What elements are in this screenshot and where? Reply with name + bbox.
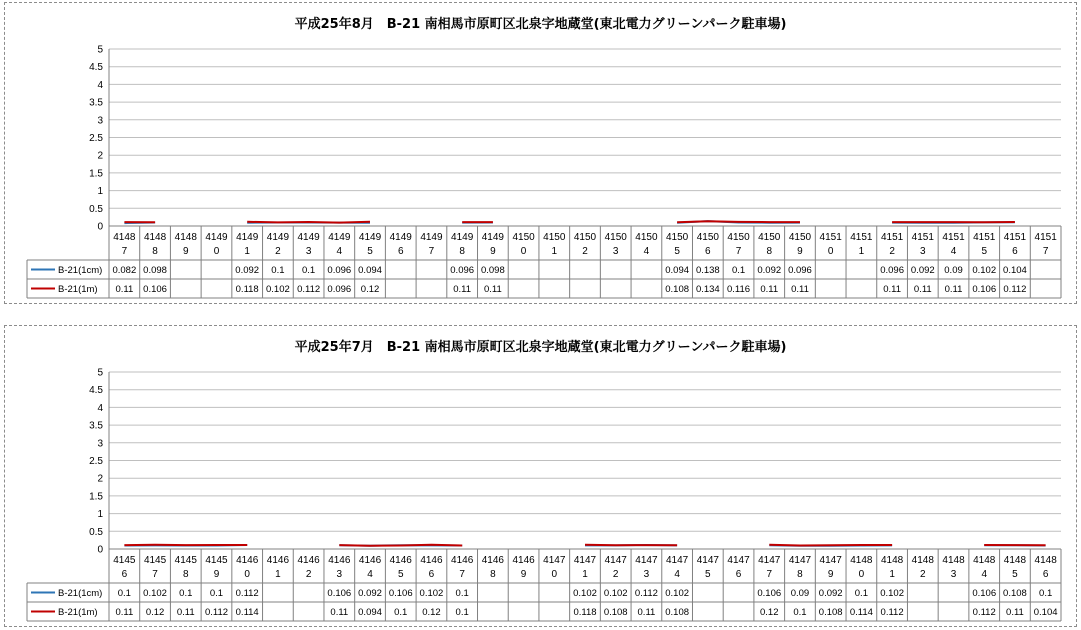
- x-tick-label: 1: [551, 246, 558, 257]
- data-label: 0.116: [727, 284, 751, 295]
- x-tick-label: 4148: [911, 555, 934, 566]
- x-tick-label: 4147: [696, 555, 719, 566]
- x-tick-label: 4147: [604, 555, 627, 566]
- data-label: 0.12: [422, 607, 441, 618]
- data-label: 0.1: [1039, 588, 1053, 599]
- y-tick-label: 4: [97, 79, 103, 91]
- x-tick-label: 4146: [266, 555, 290, 566]
- data-label: 0.102: [419, 588, 444, 599]
- data-label: 0.11: [883, 284, 901, 295]
- x-tick-label: 8: [766, 246, 773, 257]
- x-tick-label: 4148: [143, 232, 167, 243]
- data-label: 0.092: [910, 265, 935, 276]
- x-tick-label: 4151: [850, 232, 873, 243]
- chart-panel-august: [4, 2, 1077, 304]
- x-tick-label: 0: [551, 569, 558, 580]
- x-tick-label: 5: [674, 246, 680, 257]
- y-tick-label: 1: [97, 509, 103, 521]
- data-label: 0.082: [112, 265, 137, 276]
- x-tick-label: 4149: [266, 232, 290, 243]
- x-tick-label: 4148: [850, 555, 873, 566]
- x-tick-label: 1: [244, 246, 250, 257]
- x-tick-label: 4151: [819, 232, 842, 243]
- x-tick-label: 4148: [973, 555, 996, 566]
- x-tick-label: 4146: [481, 555, 504, 566]
- data-label: 0.112: [634, 588, 658, 599]
- data-label: 0.11: [637, 607, 656, 618]
- data-label: 0.1: [209, 588, 224, 599]
- x-tick-label: 4146: [328, 555, 351, 566]
- x-tick-label: 4147: [819, 555, 842, 566]
- data-label: 0.11: [330, 607, 349, 618]
- x-tick-label: 3: [643, 569, 650, 580]
- data-label: 0.1: [179, 588, 193, 599]
- x-tick-label: 2: [582, 246, 588, 257]
- data-label: 0.11: [1006, 607, 1024, 618]
- chart-panel-july: [4, 325, 1077, 627]
- x-tick-label: 4149: [420, 232, 443, 243]
- data-label: 0.106: [388, 588, 413, 599]
- x-tick-label: 8: [797, 569, 803, 580]
- data-label: 0.1: [793, 607, 807, 618]
- data-label: 0.092: [358, 588, 382, 599]
- x-tick-label: 4147: [758, 555, 781, 566]
- data-label: 0.102: [880, 588, 904, 599]
- data-label: 0.092: [757, 265, 782, 276]
- x-tick-label: 4150: [543, 232, 566, 243]
- x-tick-label: 4149: [328, 232, 351, 243]
- x-tick-label: 0: [520, 246, 527, 257]
- x-tick-label: 4148: [1034, 555, 1057, 566]
- x-tick-label: 4145: [205, 555, 228, 566]
- data-label: 0.096: [788, 265, 812, 276]
- y-tick-label: 3.5: [89, 420, 103, 432]
- x-tick-label: 4: [981, 569, 988, 580]
- data-label: 0.11: [115, 284, 134, 295]
- x-tick-label: 9: [797, 246, 803, 257]
- data-label: 0.108: [1003, 588, 1027, 599]
- x-tick-label: 7: [766, 569, 773, 580]
- x-tick-label: 4151: [880, 232, 904, 243]
- y-tick-label: 2.5: [89, 456, 103, 467]
- x-tick-label: 7: [459, 569, 465, 580]
- data-label: 0.102: [665, 588, 690, 599]
- data-label: 0.114: [849, 607, 873, 618]
- x-tick-label: 4149: [389, 232, 412, 243]
- x-tick-label: 4150: [635, 232, 658, 243]
- data-label: 0.11: [176, 607, 195, 618]
- x-tick-label: 4146: [389, 555, 412, 566]
- y-tick-label: 3: [97, 438, 103, 450]
- data-label: 0.09: [944, 265, 963, 276]
- x-tick-label: 4146: [512, 555, 535, 566]
- y-tick-label: 2.5: [89, 133, 103, 144]
- x-tick-label: 4150: [604, 232, 627, 243]
- data-label: 0.1: [302, 265, 316, 276]
- x-tick-label: 4145: [174, 555, 197, 566]
- y-tick-label: 5: [97, 44, 103, 56]
- data-label: 0.1: [394, 607, 408, 618]
- y-tick-label: 0.5: [89, 526, 103, 538]
- data-label: 0.108: [603, 607, 628, 618]
- data-label: 0.11: [944, 284, 963, 295]
- x-tick-label: 4147: [788, 555, 812, 566]
- data-label: 0.118: [235, 284, 259, 295]
- chart-plot-august: [5, 3, 1078, 305]
- x-tick-label: 4146: [358, 555, 382, 566]
- x-tick-label: 2: [920, 569, 926, 580]
- legend-label: B-21(1m): [58, 284, 98, 295]
- x-tick-label: 4: [643, 246, 650, 257]
- x-tick-label: 4151: [911, 232, 934, 243]
- y-tick-label: 3: [97, 115, 103, 127]
- x-tick-label: 6: [1042, 569, 1049, 580]
- x-tick-label: 9: [213, 569, 220, 580]
- y-tick-label: 0: [97, 544, 103, 556]
- x-tick-label: 2: [305, 569, 312, 580]
- data-label: 0.1: [731, 265, 746, 276]
- data-label: 0.096: [450, 265, 475, 276]
- data-label: 0.11: [791, 284, 809, 295]
- data-label: 0.134: [695, 284, 720, 295]
- x-tick-label: 1: [858, 246, 865, 257]
- series-line: [339, 545, 462, 546]
- x-tick-label: 4149: [205, 232, 228, 243]
- x-tick-label: 4149: [451, 232, 474, 243]
- x-tick-label: 4151: [942, 232, 965, 243]
- x-tick-label: 0: [213, 246, 220, 257]
- data-label: 0.11: [483, 284, 502, 295]
- x-tick-label: 2: [612, 569, 619, 580]
- x-tick-label: 6: [428, 569, 435, 580]
- data-label: 0.11: [760, 284, 779, 295]
- series-line: [247, 222, 370, 223]
- x-tick-label: 4151: [1034, 232, 1057, 243]
- x-tick-label: 9: [490, 246, 496, 257]
- x-tick-label: 8: [182, 569, 189, 580]
- x-tick-label: 3: [920, 246, 926, 257]
- x-tick-label: 6: [735, 569, 742, 580]
- data-label: 0.102: [573, 588, 597, 599]
- y-tick-label: 2: [97, 150, 103, 162]
- chart-plot-july: [5, 326, 1078, 628]
- x-tick-label: 5: [1012, 569, 1018, 580]
- data-label: 0.102: [603, 588, 628, 599]
- x-tick-label: 1: [889, 569, 895, 580]
- chart-title: 平成25年7月 B-21 南相馬市原町区北泉字地蔵堂(東北電力グリーンパーク駐車場): [294, 340, 787, 355]
- legend-label: B-21(1m): [58, 607, 98, 618]
- data-label: 0.096: [327, 265, 352, 276]
- y-tick-label: 4: [97, 402, 103, 414]
- y-tick-label: 5: [97, 367, 103, 379]
- x-tick-label: 4148: [1003, 555, 1027, 566]
- series-line: [677, 221, 800, 222]
- data-label: 0.112: [880, 607, 904, 618]
- x-tick-label: 6: [705, 246, 711, 257]
- data-label: 0.104: [1003, 265, 1027, 276]
- data-label: 0.138: [695, 265, 720, 276]
- x-tick-label: 2: [889, 246, 895, 257]
- x-tick-label: 7: [1042, 246, 1049, 257]
- x-tick-label: 4148: [942, 555, 965, 566]
- data-label: 0.12: [360, 284, 380, 295]
- data-label: 0.106: [327, 588, 352, 599]
- y-tick-label: 3.5: [89, 97, 103, 109]
- x-tick-label: 6: [121, 569, 128, 580]
- x-tick-label: 4150: [788, 232, 812, 243]
- data-label: 0.112: [297, 284, 321, 295]
- x-tick-label: 2: [275, 246, 281, 257]
- data-label: 0.098: [143, 265, 167, 276]
- x-tick-label: 4: [336, 246, 343, 257]
- data-label: 0.102: [972, 265, 997, 276]
- x-tick-label: 4146: [420, 555, 443, 566]
- x-tick-label: 5: [705, 569, 711, 580]
- x-tick-label: 4148: [880, 555, 904, 566]
- x-tick-label: 0: [827, 246, 834, 257]
- x-tick-label: 4151: [1003, 232, 1027, 243]
- x-tick-label: 3: [305, 246, 312, 257]
- y-tick-label: 1.5: [89, 491, 103, 503]
- x-tick-label: 3: [612, 246, 619, 257]
- data-label: 0.104: [1033, 607, 1058, 618]
- data-label: 0.102: [266, 284, 290, 295]
- x-tick-label: 4149: [358, 232, 382, 243]
- x-tick-label: 4: [367, 569, 373, 580]
- data-label: 0.11: [913, 284, 932, 295]
- x-tick-label: 7: [428, 246, 435, 257]
- data-label: 0.092: [818, 588, 843, 599]
- data-label: 0.108: [665, 607, 690, 618]
- chart-title: 平成25年8月 B-21 南相馬市原町区北泉字地蔵堂(東北電力グリーンパーク駐車場): [294, 17, 787, 32]
- series-line: [769, 545, 892, 546]
- data-label: 0.108: [665, 284, 690, 295]
- x-tick-label: 4146: [297, 555, 320, 566]
- data-label: 0.092: [235, 265, 260, 276]
- x-tick-label: 4150: [573, 232, 597, 243]
- data-label: 0.106: [972, 588, 997, 599]
- y-tick-label: 4.5: [89, 62, 103, 74]
- legend-label: B-21(1cm): [58, 265, 103, 276]
- legend-label: B-21(1cm): [58, 588, 103, 599]
- data-label: 0.12: [145, 607, 165, 618]
- x-tick-label: 4150: [666, 232, 689, 243]
- y-tick-label: 0.5: [89, 203, 103, 215]
- data-label: 0.106: [757, 588, 782, 599]
- y-tick-label: 1: [97, 186, 103, 198]
- x-tick-label: 4150: [512, 232, 535, 243]
- x-tick-label: 4147: [573, 555, 597, 566]
- x-tick-label: 7: [735, 246, 742, 257]
- x-tick-label: 4148: [174, 232, 197, 243]
- x-tick-label: 4146: [451, 555, 474, 566]
- data-label: 0.096: [880, 265, 904, 276]
- data-label: 0.118: [573, 607, 597, 618]
- x-tick-label: 0: [244, 569, 250, 580]
- x-tick-label: 4147: [727, 555, 750, 566]
- data-label: 0.112: [235, 588, 259, 599]
- x-tick-label: 1: [582, 569, 588, 580]
- x-tick-label: 0: [858, 569, 865, 580]
- x-tick-label: 4148: [113, 232, 136, 243]
- x-tick-label: 4150: [696, 232, 719, 243]
- data-label: 0.108: [818, 607, 843, 618]
- data-label: 0.11: [115, 607, 134, 618]
- x-tick-label: 8: [459, 246, 465, 257]
- data-label: 0.09: [790, 588, 810, 599]
- data-label: 0.112: [972, 607, 996, 618]
- data-label: 0.098: [480, 265, 505, 276]
- data-label: 0.11: [453, 284, 472, 295]
- x-tick-label: 4: [674, 569, 680, 580]
- data-label: 0.112: [1003, 284, 1027, 295]
- data-label: 0.094: [665, 265, 690, 276]
- x-tick-label: 4147: [543, 555, 566, 566]
- y-tick-label: 2: [97, 473, 103, 485]
- x-tick-label: 4145: [143, 555, 167, 566]
- x-tick-label: 4149: [481, 232, 504, 243]
- x-tick-label: 4151: [973, 232, 996, 243]
- data-label: 0.094: [358, 607, 382, 618]
- x-tick-label: 9: [182, 246, 189, 257]
- x-tick-label: 4150: [758, 232, 781, 243]
- x-tick-label: 5: [981, 246, 988, 257]
- x-tick-label: 4145: [113, 555, 136, 566]
- data-label: 0.12: [760, 607, 779, 618]
- x-tick-label: 1: [275, 569, 281, 580]
- x-tick-label: 8: [490, 569, 496, 580]
- x-tick-label: 7: [121, 246, 128, 257]
- x-tick-label: 4149: [236, 232, 259, 243]
- x-tick-label: 9: [827, 569, 834, 580]
- y-tick-label: 4.5: [89, 385, 103, 397]
- data-label: 0.1: [455, 607, 469, 618]
- x-tick-label: 4150: [727, 232, 750, 243]
- data-label: 0.106: [143, 284, 167, 295]
- data-label: 0.094: [358, 265, 382, 276]
- y-tick-label: 1.5: [89, 168, 103, 180]
- x-tick-label: 3: [336, 569, 343, 580]
- x-tick-label: 4149: [297, 232, 320, 243]
- x-tick-label: 3: [950, 569, 957, 580]
- x-tick-label: 6: [1012, 246, 1018, 257]
- x-tick-label: 6: [397, 246, 404, 257]
- x-tick-label: 4147: [666, 555, 689, 566]
- x-tick-label: 4: [950, 246, 957, 257]
- data-label: 0.1: [271, 265, 285, 276]
- x-tick-label: 4147: [635, 555, 658, 566]
- x-tick-label: 5: [397, 569, 404, 580]
- data-label: 0.1: [854, 588, 868, 599]
- data-label: 0.1: [455, 588, 469, 599]
- y-tick-label: 0: [97, 221, 103, 233]
- x-tick-label: 5: [367, 246, 373, 257]
- x-tick-label: 4146: [236, 555, 259, 566]
- data-label: 0.112: [204, 607, 229, 618]
- x-tick-label: 9: [520, 569, 527, 580]
- data-label: 0.102: [143, 588, 167, 599]
- x-tick-label: 8: [152, 246, 158, 257]
- data-label: 0.096: [327, 284, 352, 295]
- x-tick-label: 7: [152, 569, 158, 580]
- data-label: 0.114: [235, 607, 259, 618]
- data-label: 0.1: [117, 588, 131, 599]
- data-label: 0.106: [972, 284, 997, 295]
